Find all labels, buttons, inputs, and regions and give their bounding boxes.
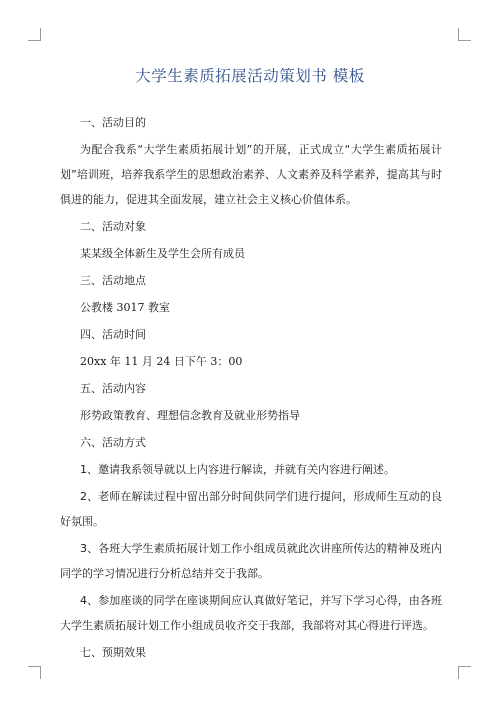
section-heading: 五、活动内容 bbox=[80, 382, 146, 395]
section-heading: 四、活动时间 bbox=[80, 328, 146, 341]
paragraph: 3、各班大学生素质拓展计划工作小组成员就此次讲座所传达的精神及班内同学的学习情况进行分析总结并交于我部。 bbox=[60, 542, 442, 580]
section-heading: 三、活动地点 bbox=[80, 274, 146, 287]
paragraph: 形势政策教育、理想信念教育及就业形势指导 bbox=[80, 409, 300, 422]
paragraph: 20xx 年 11 月 24 日下午 3：00 bbox=[80, 355, 243, 368]
crop-mark-top-left bbox=[28, 28, 41, 41]
section-heading: 六、活动方式 bbox=[80, 436, 146, 449]
section-heading: 一、活动目的 bbox=[80, 116, 146, 129]
paragraph: 公教楼 3017 教室 bbox=[80, 301, 170, 314]
paragraph: 4、参加座谈的同学在座谈期间应认真做好笔记，并写下学习心得，由各班大学生素质拓展计划工作小组成员收齐交于我部，我部将对其心得进行评选。 bbox=[60, 594, 442, 632]
paragraph: 某某级全体新生及学生会所有成员 bbox=[80, 247, 245, 260]
crop-mark-bottom-left bbox=[28, 666, 41, 679]
crop-mark-top-right bbox=[458, 28, 471, 41]
section-heading: 七、预期效果 bbox=[80, 646, 146, 659]
document-title: 大学生素质拓展活动策划书 模板 bbox=[135, 67, 365, 85]
section-heading: 二、活动对象 bbox=[80, 220, 146, 233]
crop-mark-bottom-right bbox=[458, 666, 471, 679]
document-body bbox=[60, 110, 442, 667]
paragraph: 1、邀请我系领导就以上内容进行解读，并就有关内容进行阐述。 bbox=[80, 463, 395, 476]
paragraph: 为配合我系“大学生素质拓展计划”的开展，正式成立“大学生素质拓展计划”培训班，培养我系学生的思想政治素养、人文素养及科学素养，提高其与时俱进的能力，促进其全面发展，建立社会主义核心价值体系。 bbox=[60, 143, 442, 206]
paragraph: 2、老师在解读过程中留出部分时间供同学们进行提问，形成师生互动的良好氛围。 bbox=[60, 490, 442, 528]
